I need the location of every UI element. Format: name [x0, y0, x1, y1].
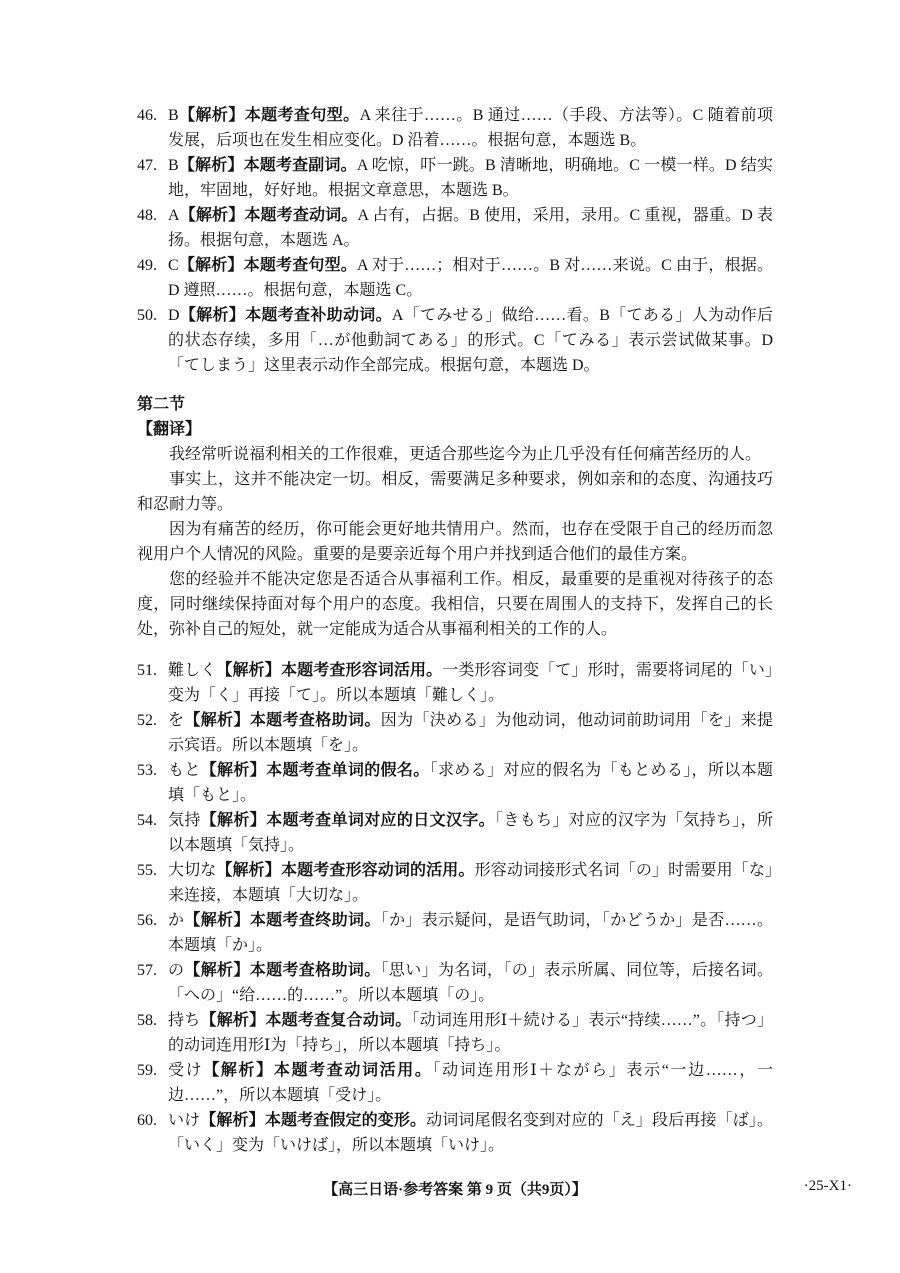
item-explanation: 「思い」为名词，「の」表示所属、同位等，后接名词。「への」“给……的……”。所以本题填「の」。: [168, 962, 773, 1004]
footer-paper-code: ·25-X1·: [803, 1178, 852, 1194]
answer-item-59: [137, 1058, 773, 1108]
item-analysis-tag: 【解析】本题考查句型。: [178, 107, 360, 124]
item-answer: いけ: [168, 1112, 201, 1129]
item-number: 55.: [137, 862, 157, 879]
item-explanation: A「てみせる」做给……看。B「てある」人为动作后的状态存续，多用「…が他動詞てある」的形式。C「てみる」表示尝试做某事。D「てしまう」这里表示动作全部完成。根据句意，本题选 D。: [168, 307, 773, 374]
answer-item-50: [137, 303, 773, 378]
item-explanation: A 对于……；相对于……。B 对……来说。C 由于，根据。D 遵照……。根据句意，本题选 C。: [168, 257, 773, 299]
item-number: 47.: [137, 157, 157, 174]
item-answer: か: [168, 912, 185, 929]
item-analysis-tag: 【解析】本题考查动词活用。: [203, 1062, 433, 1079]
section-title: 第二节: [137, 396, 186, 413]
item-analysis-tag: 【解析】本题考查形容词活用。: [216, 662, 443, 679]
item-number: 54.: [137, 812, 157, 829]
item-explanation: 「か」表示疑问，是语气助词，「かどうか」是否……。本题填「か」。: [168, 912, 773, 954]
item-answer: を: [168, 712, 185, 729]
item-number: 60.: [137, 1112, 157, 1129]
answer-item-48: [137, 203, 773, 253]
translation-label: 【翻译】: [137, 421, 202, 438]
item-analysis-tag: 【解析】本题考查假定的变形。: [200, 1112, 427, 1129]
item-answer: 持ち: [168, 1012, 201, 1029]
item-explanation: 动词词尾假名变到对应的「え」段后再接「ば」。「いく」变为「いけば」，所以本题填「いけ」。: [168, 1112, 773, 1154]
footer-page-info: 【高三日语·参考答案 第 9 页（共9页）】: [323, 1182, 587, 1198]
item-answer: の: [168, 962, 185, 979]
item-number: 46.: [137, 107, 157, 124]
item-explanation: A 占有，占据。B 使用，采用，录用。C 重视，器重。D 表扬。根据句意，本题选 A。: [168, 207, 773, 249]
item-analysis-tag: 【解析】本题考查格助词。: [184, 712, 381, 729]
item-answer: 難しく: [168, 662, 217, 679]
item-explanation: 因为「決める」为他动词，他动词前助词用「を」来提示宾语。所以本题填「を」。: [168, 712, 773, 754]
item-analysis-tag: 【解析】本题考查单词对应的日文汉字。: [200, 812, 496, 829]
item-number: 52.: [137, 712, 157, 729]
item-analysis-tag: 【解析】本题考查动词。: [179, 207, 358, 224]
item-answer: A: [168, 207, 180, 224]
answer-item-46: [137, 103, 773, 153]
item-explanation: A 吃惊，吓一跳。B 清晰地，明确地。C 一模一样。D 结实地，牢固地，好好地。根据文章意思，本题选 B。: [168, 157, 773, 199]
answer-item-55: [137, 858, 773, 908]
answer-item-53: [137, 758, 773, 808]
item-number: 50.: [137, 307, 157, 324]
answer-item-56: [137, 908, 773, 958]
answer-item-49: [137, 253, 773, 303]
item-answer: B: [168, 107, 179, 124]
item-answer: 気持: [168, 812, 201, 829]
item-analysis-tag: 【解析】本题考查终助词。: [184, 912, 381, 929]
item-explanation: 一类形容词变「て」形时，需要将词尾的「い」变为「く」再接「て」。所以本题填「難しく」。: [168, 662, 773, 704]
answer-item-51: [137, 658, 773, 708]
translation-paragraph-4: 您的经验并不能决定您是否适合从事福利工作。相反，最重要的是重视对待孩子的态度，同时继续保持面对每个用户的态度。我相信，只要在周围人的支持下，发挥自己的长处，弥补自己的短处，就一定能成为适合从事福利相关的工作的人。: [137, 571, 773, 638]
page-content: [137, 103, 773, 1158]
item-answer: 大切な: [168, 862, 217, 879]
item-analysis-tag: 【解析】本题考查副词。: [178, 157, 357, 174]
translation-paragraph-3: 因为有痛苦的经历，你可能会更好地共情用户。然而，也存在受限于自己的经历而忽视用户个人情况的风险。重要的是要亲近每个用户并找到适合他们的最佳方案。: [137, 521, 773, 563]
item-number: 53.: [137, 762, 157, 779]
translation-paragraph-1: 我经常听说福利相关的工作很难，更适合那些迄今为止几乎没有任何痛苦经历的人。: [169, 446, 762, 463]
fill-in-items-block: [137, 658, 773, 1158]
item-explanation: 「きもち」对应的汉字为「気持ち」，所以本题填「気持」。: [168, 812, 773, 854]
answer-item-47: [137, 153, 773, 203]
answer-item-52: [137, 708, 773, 758]
translation-paragraph-2: 事实上，这并不能决定一切。相反，需要满足多种要求，例如亲和的态度、沟通技巧和忍耐力等。: [137, 471, 773, 513]
item-number: 56.: [137, 912, 157, 929]
item-explanation: A 来往于……。B 通过……（手段、方法等）。C 随着前项发展，后项也在发生相应变化。D 沿着……。根据句意，本题选 B。: [168, 107, 773, 149]
answer-item-57: [137, 958, 773, 1008]
item-answer: 受け: [168, 1062, 204, 1079]
answer-item-54: [137, 808, 773, 858]
item-analysis-tag: 【解析】本题考查格助词。: [184, 962, 381, 979]
item-explanation: 「动词连用形Ⅰ＋続ける」表示“持续……”。「持つ」的动词连用形Ⅰ为「持ち」，所以本题填「持ち」。: [168, 1012, 773, 1054]
item-answer: C: [168, 257, 179, 274]
item-number: 51.: [137, 662, 157, 679]
item-answer: もと: [168, 762, 201, 779]
item-answer: B: [168, 157, 179, 174]
item-number: 59.: [137, 1062, 157, 1079]
item-number: 57.: [137, 962, 157, 979]
item-analysis-tag: 【解析】本题考查形容动词的活用。: [216, 862, 475, 879]
item-analysis-tag: 【解析】本题考查补助动词。: [179, 307, 392, 324]
item-explanation: 「动词连用形Ⅰ＋ながら」表示“一边……，一边……”，所以本题填「受け」。: [168, 1062, 773, 1104]
item-analysis-tag: 【解析】本题考查单词的假名。: [200, 762, 430, 779]
item-number: 48.: [137, 207, 157, 224]
item-analysis-tag: 【解析】本题考查复合动词。: [200, 1012, 412, 1029]
item-answer: D: [168, 307, 180, 324]
answer-item-58: [137, 1008, 773, 1058]
item-explanation: 「求める」对应的假名为「もとめる」，所以本题填「もと」。: [168, 762, 773, 804]
item-explanation: 形容动词接形式名词「の」时需要用「な」来连接，本题填「大切な」。: [168, 862, 773, 904]
answer-item-60: [137, 1108, 773, 1158]
item-number: 58.: [137, 1012, 157, 1029]
item-analysis-tag: 【解析】本题考查句型。: [178, 257, 357, 274]
item-number: 49.: [137, 257, 157, 274]
